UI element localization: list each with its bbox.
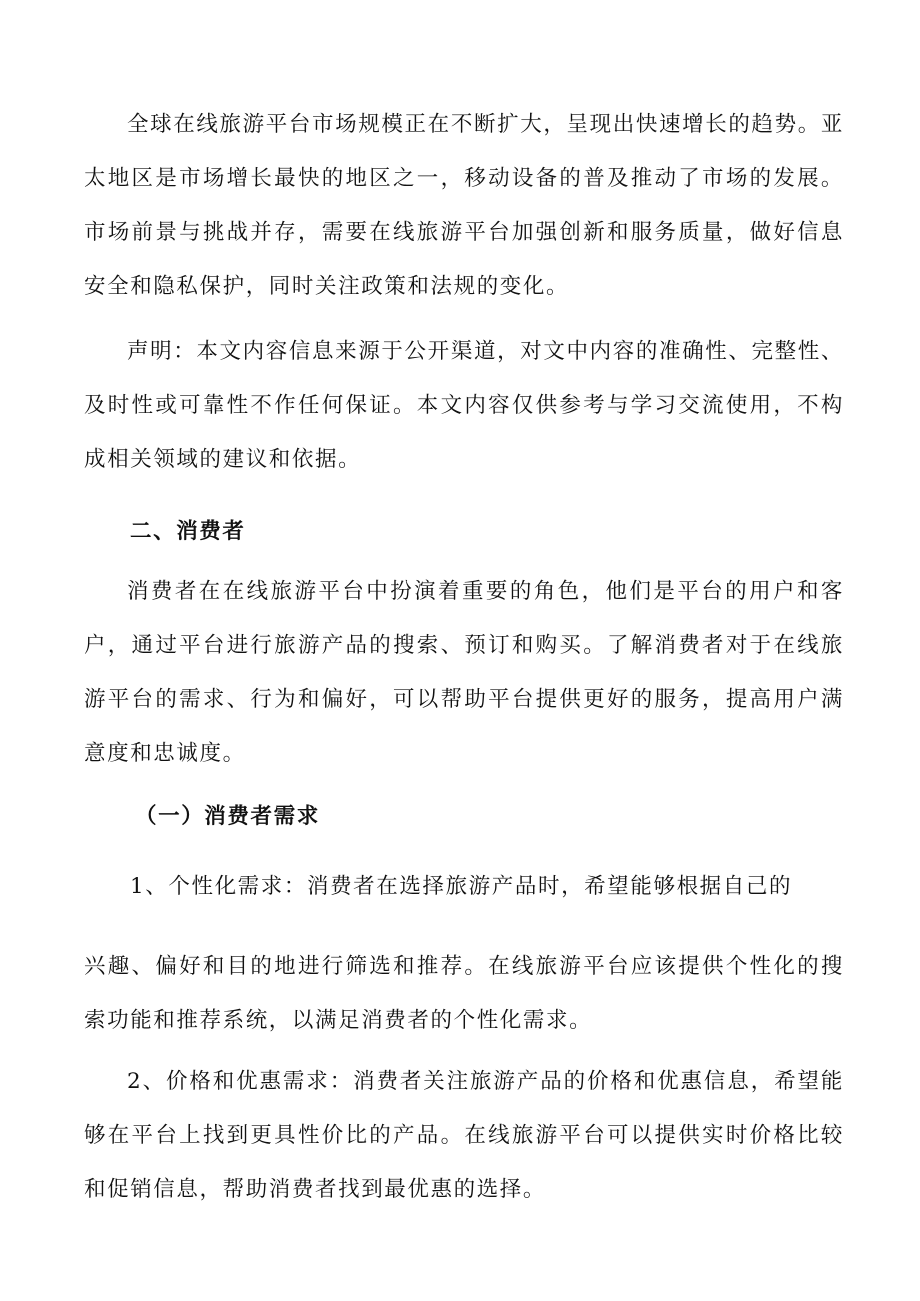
item2-paragraph: 2、价格和优惠需求：消费者关注旅游产品的价格和优惠信息，希望能够在平台上找到更具性价比的产品。在线旅游平台可以提供实时价格比较和促销信息，帮助消费者找到最优惠的选择。 bbox=[84, 1069, 844, 1202]
disclaimer-paragraph: 声明：本文内容信息来源于公开渠道，对文中内容的准确性、完整性、及时性或可靠性不作任何保证。本文内容仅供参考与学习交流使用，不构成相关领域的建议和依据。 bbox=[84, 339, 844, 472]
item1-continuation: 兴趣、偏好和目的地进行筛选和推荐。在线旅游平台应该提供个性化的搜索功能和推荐系统，以满足消费者的个性化需求。 bbox=[84, 954, 844, 1033]
section-paragraph: 消费者在在线旅游平台中扮演着重要的角色，他们是平台的用户和客户，通过平台进行旅游产品的搜索、预订和购买。了解消费者对于在线旅游平台的需求、行为和偏好，可以帮助平台提供更好的服务，提高用户满意度和忠诚度。 bbox=[84, 579, 844, 766]
item1-first-line: 1、个性化需求：消费者在选择旅游产品时，希望能够根据自己的 bbox=[130, 874, 793, 899]
section-heading: 二、消费者 bbox=[130, 519, 246, 544]
intro-paragraph: 全球在线旅游平台市场规模正在不断扩大，呈现出快速增长的趋势。亚太地区是市场增长最快的地区之一，移动设备的普及推动了市场的发展。市场前景与挑战并存，需要在线旅游平台加强创新和服务质量，做好信息安全和隐私保护，同时关注政策和法规的变化。 bbox=[84, 112, 844, 299]
subsection-heading: （一）消费者需求 bbox=[135, 804, 320, 829]
